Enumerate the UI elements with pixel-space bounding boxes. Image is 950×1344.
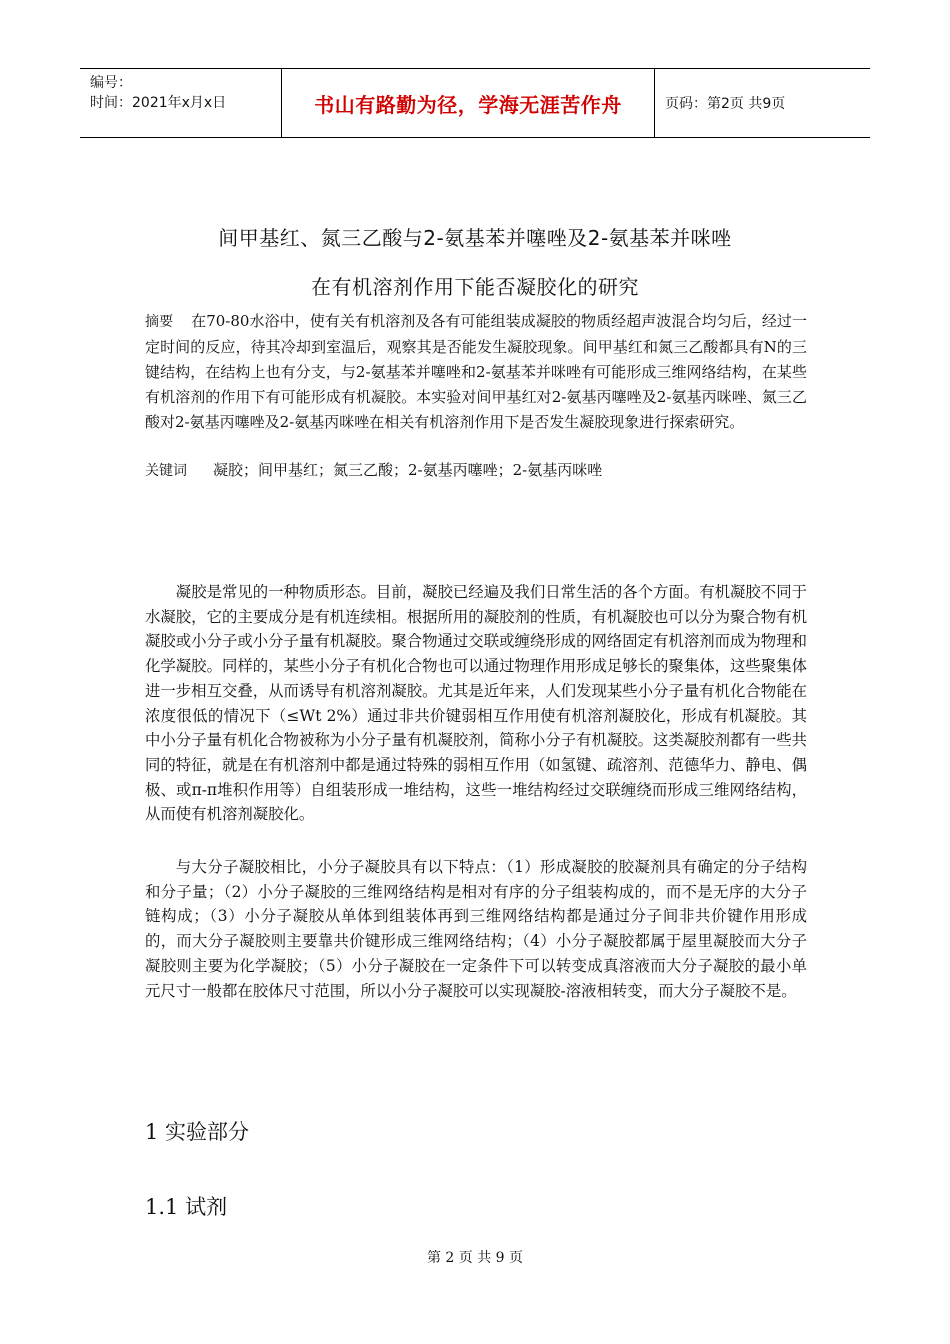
paper-title-line1: 间甲基红、氮三乙酸与2-氨基苯并噻唑及2-氨基苯并咪唑 xyxy=(218,226,732,250)
section-heading-1: 1 实验部分 xyxy=(145,1120,250,1144)
abstract-text: 在70-80水浴中，使有关有机溶剂及各有可能组装成凝胶的物质经超声波混合均匀后，经过一定时间的反应，待其冷却到室温后，观察其是否能发生凝胶现象。间甲基红和氮三乙酸都具有N的三键结构，在结构上也有分支，与2-氨基苯并噻唑和2-氨基苯并咪唑有可能形成三维网络结构，在某些有机溶剂的作用下有可能形成有机凝胶。本实验对间甲基红对2-氨基丙噻唑及2-氨基丙咪唑、氮三乙酸对2-氨基丙噻唑及2-氨基丙咪唑在相关有机溶剂作用下是否发生凝胶现象进行探索研究。 xyxy=(145,312,807,431)
keywords xyxy=(145,458,807,483)
page-header xyxy=(80,68,870,138)
header-page-code: 页码：第2页 共9页 xyxy=(665,96,786,112)
keywords-text: 凝胶；间甲基红；氮三乙酸；2-氨基丙噻唑；2-氨基丙咪唑 xyxy=(213,461,603,479)
abstract-label: 摘要 xyxy=(145,314,174,330)
keywords-label: 关键词 xyxy=(145,463,187,479)
header-number-label: 编号： xyxy=(90,75,132,91)
header-date: 时间：2021年x月x日 xyxy=(90,95,227,111)
page-footer: 第 2 页 共 9 页 xyxy=(426,1250,524,1266)
header-motto: 书山有路勤为径，学海无涯苦作舟 xyxy=(282,69,655,137)
abstract xyxy=(145,309,807,435)
header-meta xyxy=(80,69,282,137)
body-paragraph-2: 与大分子凝胶相比，小分子凝胶具有以下特点：（1）形成凝胶的胶凝剂具有确定的分子结构和分子量；（2）小分子凝胶的三维网络结构是相对有序的分子组装构成的，而不是无序的大分子链构成；（3）小分子凝胶从单体到组装体再到三维网络结构都是通过分子间非共价键作用形成的，而大分子凝胶则主要靠共价键形成三维网络结构；（4）小分子凝胶都属于屋里凝胶而大分子凝胶则主要为化学凝胶；（5）小分子凝胶在一定条件下可以转变成真溶液而大分子凝胶的最小单元尺寸一般都在胶体尺寸范围，所以小分子凝胶可以实现凝胶-溶液相转变，而大分子凝胶不是。 xyxy=(145,858,807,1000)
body-paragraph-1: 凝胶是常见的一种物质形态。目前，凝胶已经遍及我们日常生活的各个方面。有机凝胶不同于水凝胶，它的主要成分是有机连续相。根据所用的凝胶剂的性质，有机凝胶也可以分为聚合物有机凝胶或小分子或小分子量有机凝胶。聚合物通过交联或缠绕形成的网络固定有机溶剂而成为物理和化学凝胶。同样的，某些小分子有机化合物也可以通过物理作用形成足够长的聚集体，这些聚集体进一步相互交叠，从而诱导有机溶剂凝胶。尤其是近年来，人们发现某些小分子量有机化合物能在浓度很低的情况下（≤Wt 2%）通过非共价键弱相互作用使有机溶剂凝胶化，形成有机凝胶。其中小分子量有机化合物被称为小分子量有机凝胶剂，简称小分子有机凝胶。这类凝胶剂都有一些共同的特征，就是在有机溶剂中都是通过特殊的弱相互作用（如氢键、疏溶剂、范德华力、静电、偶极、或π-π堆积作用等）自组装形成一堆结构，这些一堆结构经过交联缠绕而形成三维网络结构，从而使有机溶剂凝胶化。 xyxy=(145,583,807,824)
section-heading-1-1: 1.1 试剂 xyxy=(145,1195,228,1219)
paper-title-line2: 在有机溶剂作用下能否凝胶化的研究 xyxy=(311,275,639,299)
